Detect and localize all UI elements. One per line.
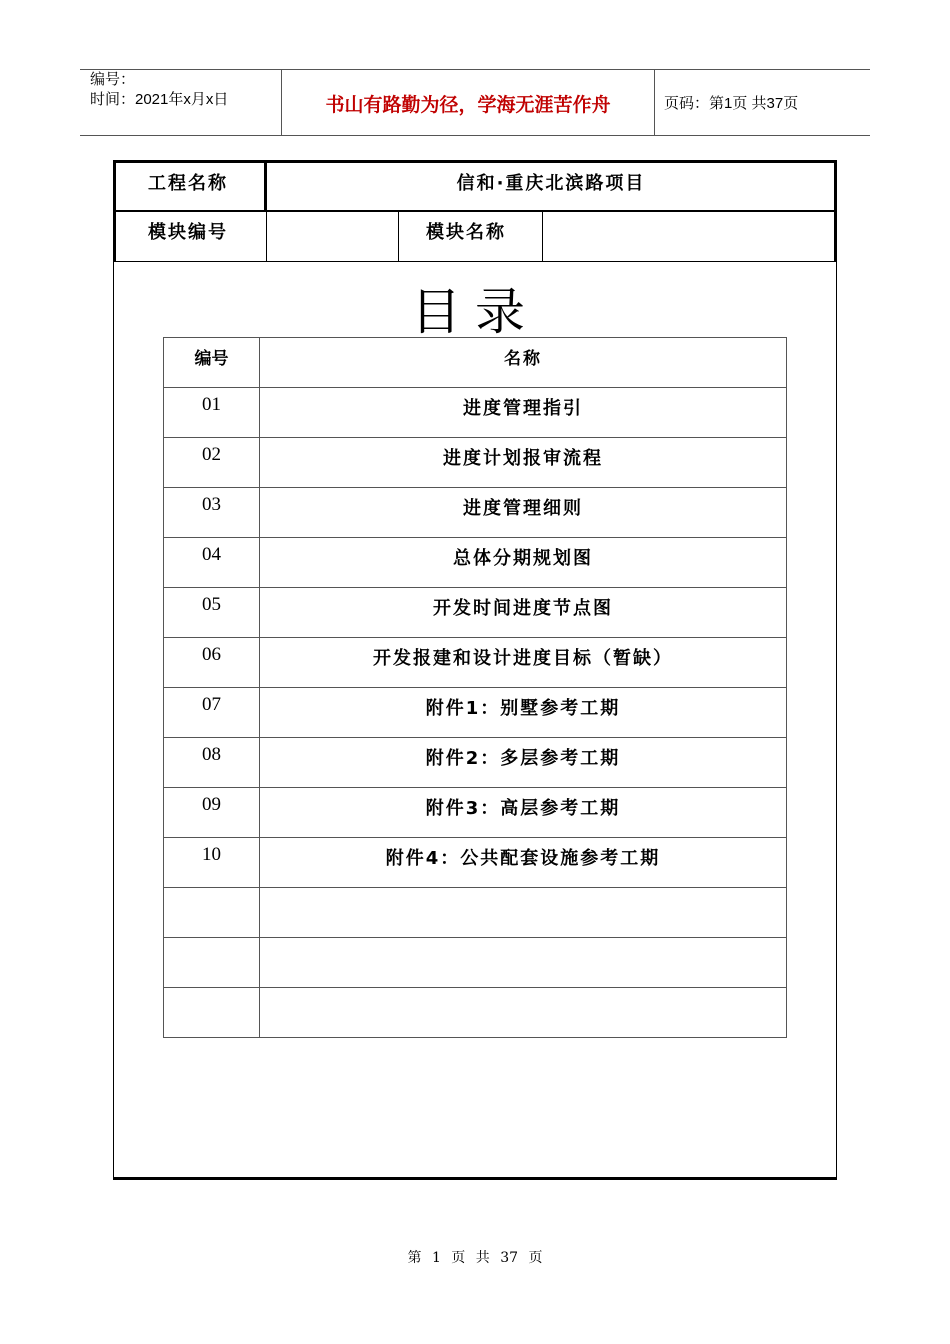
toc-row-name: 附件1：别墅参考工期	[260, 688, 787, 738]
toc-row-number: 10	[164, 838, 260, 888]
module-number-label: 模块编号	[148, 222, 228, 243]
toc-row-number: 07	[164, 688, 260, 738]
toc-row	[164, 838, 787, 888]
toc-row-name	[260, 888, 787, 938]
document-number-label: 编号：	[90, 71, 136, 88]
toc-title: 目录	[411, 283, 539, 341]
toc-row-number: 04	[164, 538, 260, 588]
toc-table	[163, 337, 787, 1038]
toc-row-name: 附件4：公共配套设施参考工期	[260, 838, 787, 888]
toc-row-name: 进度管理指引	[260, 388, 787, 438]
project-name-label: 工程名称	[148, 173, 228, 194]
toc-row-number: 06	[164, 638, 260, 688]
toc-row-number: 05	[164, 588, 260, 638]
toc-row-number: 09	[164, 788, 260, 838]
toc-row-number: 01	[164, 388, 260, 438]
module-name-value-cell	[542, 211, 836, 262]
toc-row-name: 进度管理细则	[260, 488, 787, 538]
toc-row-name: 开发报建和设计进度目标（暂缺）	[260, 638, 787, 688]
project-name-value: 信和·重庆北滨路项目	[456, 173, 646, 194]
toc-row	[164, 738, 787, 788]
toc-row	[164, 538, 787, 588]
toc-row	[164, 688, 787, 738]
toc-row	[164, 888, 787, 938]
header-divider-left	[281, 69, 282, 136]
toc-row-name	[260, 938, 787, 988]
toc-row	[164, 388, 787, 438]
toc-row	[164, 988, 787, 1038]
toc-row-name: 进度计划报审流程	[260, 438, 787, 488]
toc-row-name: 开发时间进度节点图	[260, 588, 787, 638]
page-footer: 第 1 页 共 37 页	[407, 1250, 543, 1266]
toc-header-row	[164, 338, 787, 388]
toc-row-number: 02	[164, 438, 260, 488]
toc-row-number	[164, 888, 260, 938]
toc-row-number: 08	[164, 738, 260, 788]
toc-row-number: 03	[164, 488, 260, 538]
header-divider-right	[654, 69, 655, 136]
toc-row-name: 总体分期规划图	[260, 538, 787, 588]
toc-row-name: 附件2：多层参考工期	[260, 738, 787, 788]
document-date: 时间：2021年x月x日	[90, 91, 229, 108]
toc-row	[164, 488, 787, 538]
toc-header-number: 编号	[164, 338, 260, 388]
toc-header-name: 名称	[260, 338, 787, 388]
toc-row-number	[164, 988, 260, 1038]
toc-row	[164, 438, 787, 488]
toc-row	[164, 938, 787, 988]
toc-row	[164, 788, 787, 838]
toc-row	[164, 588, 787, 638]
toc-row-number	[164, 938, 260, 988]
header-top-rule	[80, 69, 870, 70]
toc-row-name: 附件3：高层参考工期	[260, 788, 787, 838]
toc-row-name	[260, 988, 787, 1038]
header-bottom-rule	[80, 135, 870, 136]
header-motto: 书山有路勤为径，学海无涯苦作舟	[325, 94, 611, 116]
module-number-value-cell	[266, 211, 399, 262]
toc-row	[164, 638, 787, 688]
header-page-info: 页码：第1页 共37页	[664, 95, 799, 112]
module-name-label: 模块名称	[426, 222, 506, 243]
